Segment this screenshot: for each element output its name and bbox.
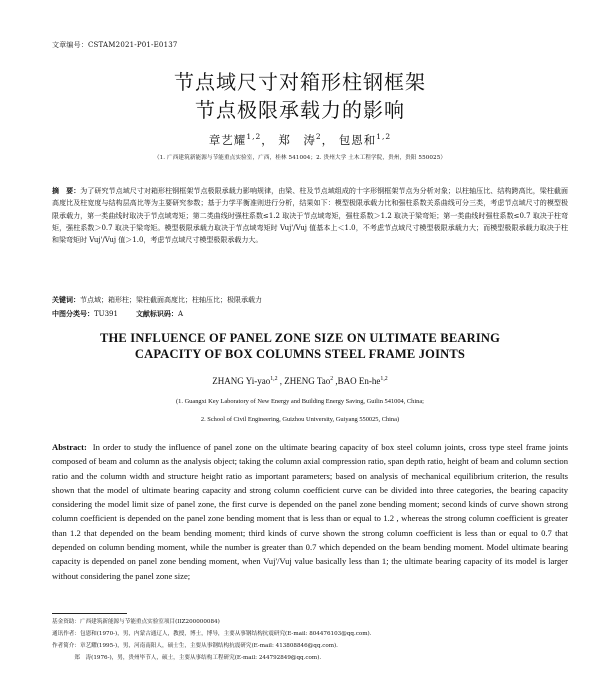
cn-abstract-label: 摘 要：: [52, 186, 81, 195]
en-abstract-label: Abstract:: [52, 442, 87, 452]
cn-code-value: A: [177, 310, 183, 318]
en-abstract-text: In order to study the influence of panel zone on the ultimate bearing capacity of box steel column joints, cross type steel frame joints composed of beam and column as the analysis object; taking the column axial compression ratio, span depth ratio, height of beam and column section ratio and the column width and structure height ratio as important parameters; based on analysis of mechanical equilibrium criterion, the results shown that the model of ultimate bearing capacity and strong column coefficient curve can be divided into three categories, the bearing capacity considering the model limit size of panel zone, the first curve is depended on the panel zone bending moment; second kinds of curve shown strong column coefficient is depended on the panel zone bending moment that is less than or equal to 1.2 , whereas the strong column coefficient is greater than 1.2 that depended on the beam bending moment; third kinds of curve shown the strong column coefficient is less than or equal to 0.7 that depended on column bending moment, while the number is greater than 0.7 which depended on the beam bending moment. Model ultimate bearing capacity is depended on panel zone bending moment, when Vuj'/Vuj value basically less than 1; the ultimate bearing capacity of its model is larger without considering the panel zone size;: [52, 442, 569, 581]
en-author-sep: ,: [333, 376, 338, 386]
cn-keywords: [52, 295, 262, 305]
en-author: ZHANG Yi-yao: [212, 376, 271, 386]
cn-keywords-text: 节点域；箱形柱；梁柱截面高度比；柱轴压比；极限承载力: [80, 296, 262, 304]
en-title-line2: CAPACITY OF BOX COLUMNS STEEL FRAME JOINTS: [134, 347, 466, 361]
footnote-corresponding: 通讯作者：包恩和(1970-)，男，内蒙古通辽人，教授，博士，博导，主要从事钢结构抗震研究(E-mail: 804476103@qq.com).: [52, 631, 372, 637]
cn-author-list: 章艺耀$^{1,2}$， 郑 涛$^2$， 包恩和$^{1,2}$: [208, 132, 392, 147]
footnote-author-bio: 作者简介：章艺耀(1995-)，男，河南南阳人，硕士生，主要从事钢结构抗震研究(E-mail: 413808846@qq.com).: [52, 643, 338, 649]
cn-author: 郑 涛: [278, 133, 316, 147]
cn-author-sup: 2: [315, 132, 322, 142]
en-author: BAO En-he: [337, 376, 381, 386]
en-author-sup: 1,2: [270, 376, 278, 382]
en-affiliation-1: (1. Guangxi Key Laboratory of New Energy and Building Energy Saving, Guilin 541004, China;: [176, 398, 424, 405]
cn-author: 包恩和: [338, 133, 377, 147]
en-author: ZHENG Tao: [284, 376, 331, 386]
cn-author: 章艺耀: [208, 133, 247, 147]
cn-author-sup: 1,2: [376, 132, 392, 142]
cn-title-line1: 节点域尺寸对箱形柱钢框架: [174, 70, 426, 94]
en-author-list: [0, 376, 600, 386]
en-title-line1: THE INFLUENCE OF PANEL ZONE SIZE ON ULTIMATE BEARING: [99, 331, 501, 345]
cn-abstract-text: 为了研究节点域尺寸对箱形柱钢框架节点极限承载力影响规律，由梁、柱及节点域组成的十字形钢框架节点为分析对象；以柱轴压比、结构跨高比，梁柱截面高度比及柱宽度与结构层高比等为主要研究参数；基于力学平衡准则进行分析，结果如下：模型极限承载力比和强柱系数关系曲线可分三类，考虑节点域尺寸的模型极限承载力，第一类曲线时取决于节点域弯矩；第二类曲线时强柱系数≤1.2 取决于节点域弯矩，强柱系数＞1.2 取决于梁弯矩；第一类曲线时强柱系数≤0.7 取决于柱弯矩，强柱系数＞0.7 取决于梁弯矩。模型极限承载力取决于节点域弯矩时 Vuj'/Vuj 值基本上＜1.0，不考虑节点域尺寸模型极限承载力大；而模型极限承载力取决于柱和梁弯矩时 Vuj'/Vuj 值＞1.0，考虑节点域尺寸模型极限承载力大。: [52, 187, 569, 245]
cn-keywords-label: 关键词：: [52, 295, 80, 304]
article-id: 文章编号：CSTAM2021-P01-E0137: [52, 41, 178, 49]
footnote-funding: 基金资助：广西建筑新能源与节能重点实验室项目(IIZ200000084): [52, 619, 220, 625]
cn-code-label: 文献标识码：: [135, 309, 178, 318]
footnote-author-bio: 郑 涛(1976-)，男，贵州毕节人，硕士，主要从事结构工程研究(E-mail: 244792849@qq.com).: [52, 655, 322, 661]
footnote-divider: [52, 613, 127, 614]
cn-author-sup: 1,2: [246, 132, 262, 142]
cn-classification: [52, 309, 183, 319]
en-author-sup: 1,2: [380, 376, 388, 382]
cn-abstract: [52, 185, 568, 246]
cn-class-value: TU391: [94, 310, 118, 318]
en-author-sup: 2: [330, 376, 334, 382]
en-abstract: [52, 440, 568, 583]
en-author-sep: ,: [277, 376, 285, 386]
en-affiliation-2: 2. School of Civil Engineering, Guizhou University, Guiyang 550025, China): [200, 416, 400, 423]
cn-class-label: 中图分类号：: [52, 309, 94, 318]
cn-affiliation: （1. 广西建筑新能源与节能重点实验室，广西，桂林 541004；2. 贵州大学 土木工程学院，贵州，贵阳 550025）: [153, 155, 447, 161]
cn-title-line2: 节点极限承载力的影响: [195, 98, 405, 122]
